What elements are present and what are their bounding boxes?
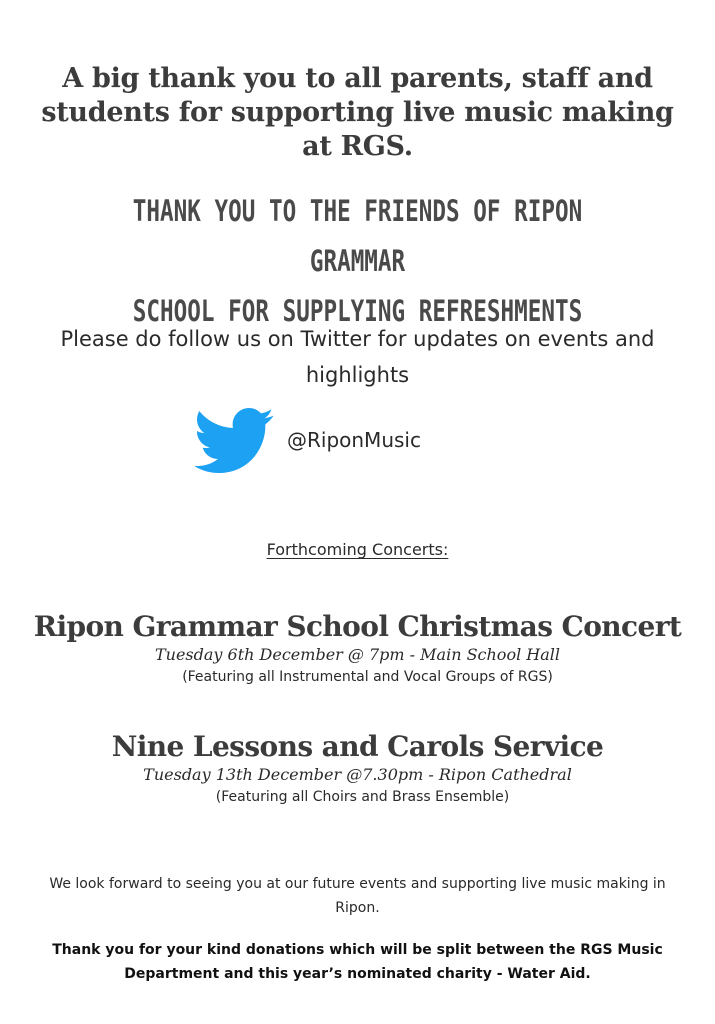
concert-title: Ripon Grammar School Christmas Concert [33,610,682,643]
concert-note: (Featuring all Instrumental and Vocal Groups of RGS) [182,669,553,685]
forthcoming-heading: Forthcoming Concerts: [266,540,449,559]
headline-line-1: A big thank you to all parents, staff and [62,63,653,94]
thank-you-headline [30,62,685,164]
twitter-line-1: Please do follow us on Twitter for updates on events and [60,327,655,351]
closing-line-2: Ripon. [335,900,380,916]
donations-line-2: Department and this year’s nominated charity - Water Aid. [124,966,591,982]
concert-date-venue: Tuesday 6th December @ 7pm - Main School Hall [154,645,560,664]
headline-line-2: students for supporting live music making [41,97,674,128]
donations-message [45,938,670,986]
twitter-bird-icon [195,405,275,477]
twitter-handle[interactable]: @RiponMusic [287,428,421,452]
concert-christmas [0,610,715,688]
friends-line-1: THANK YOU TO THE FRIENDS OF RIPON GRAMMAR [132,194,583,278]
concert-carols [0,730,715,808]
concert-note: (Featuring all Choirs and Brass Ensemble) [215,789,510,805]
headline-line-3: at RGS. [302,131,413,162]
concert-date-venue: Tuesday 13th December @7.30pm - Ripon Cathedral [143,765,572,784]
twitter-follow-text [30,321,685,393]
closing-line-1: We look forward to seeing you at our future events and supporting live music making in [49,876,666,892]
closing-message [45,872,670,920]
twitter-line-2: highlights [305,363,410,387]
concert-title: Nine Lessons and Carols Service [111,730,604,763]
forthcoming-heading-block [0,540,715,559]
donations-line-1: Thank you for your kind donations which will be split between the RGS Music [52,942,663,958]
friends-line-2: SCHOOL FOR SUPPLYING REFRESHMENTS [132,294,583,328]
friends-thank-you [94,186,621,336]
